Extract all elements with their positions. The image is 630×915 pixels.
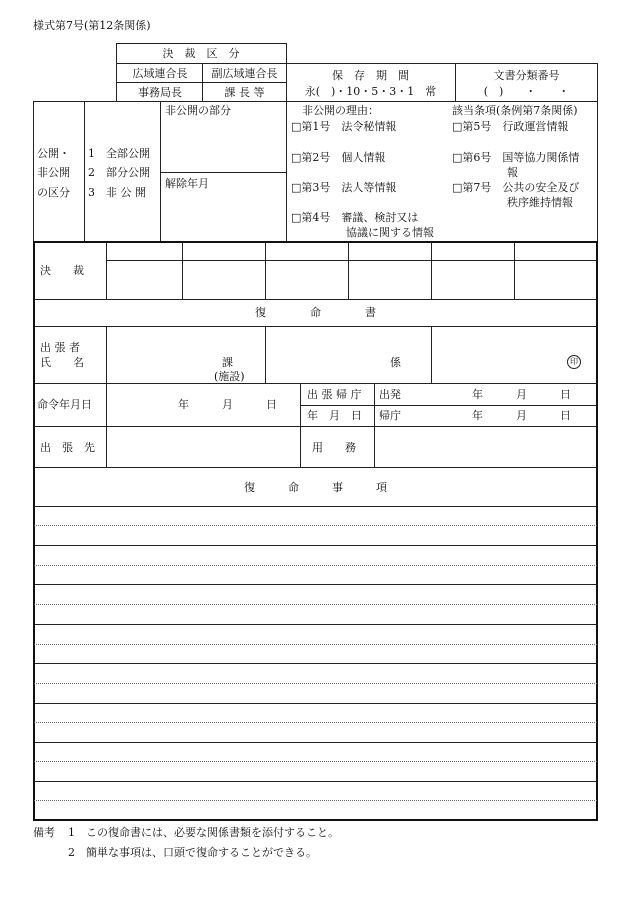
clause-6b: 報: [507, 166, 518, 179]
disclosure-option-none: 3 非 公 開: [88, 186, 146, 199]
nondisclosed-part-label: 非公開の部分: [165, 104, 231, 117]
unit-label: 係: [390, 356, 401, 369]
note-2: 2 簡単な事項は、口頭で復命することができる。: [68, 846, 317, 859]
reason-4b: 協議に関する情報: [346, 226, 434, 239]
trip-return-ymd: 年 月 日: [307, 409, 362, 422]
reason-2: □第2号 個人情報: [291, 151, 386, 164]
section-label: 課: [222, 356, 233, 369]
reason-4a: □第4号 審議、検討又は: [291, 211, 419, 224]
traveler-label-line1: 出 張 者: [40, 341, 80, 354]
return-date: 年 月 日: [472, 409, 571, 422]
disclosure-label-line1: 公開・: [37, 147, 70, 160]
decision-category-header: 決 裁 区 分: [162, 47, 240, 60]
departure-label: 出発: [379, 388, 401, 401]
trip-return-label: 出 張 帰 庁: [307, 388, 362, 401]
approval-label: 決 裁: [40, 264, 84, 277]
disclosure-label-line3: の区分: [37, 186, 70, 199]
clause-5: □第5号 行政運営情報: [452, 120, 569, 133]
disclosure-option-full: 1 全部公開: [88, 147, 150, 160]
decision-deputy-chief: 副広域連合長: [211, 67, 278, 80]
reason-3: □第3号 法人等情報: [291, 181, 397, 194]
disclosure-label-line2: 非公開: [37, 166, 70, 179]
note-1: 1 この復命書には、必要な関係書類を添付すること。: [68, 826, 339, 839]
decision-wide-area-chief: 広域連合長: [132, 67, 188, 80]
clause-7a: □第7号 公共の安全及び: [452, 181, 580, 194]
departure-date: 年 月 日: [472, 388, 571, 401]
purpose-label: 用 務: [312, 441, 356, 454]
traveler-label-line2: 氏 名: [40, 356, 84, 369]
facility-label: (施設): [214, 370, 245, 383]
clause-7b: 秩序維持情報: [507, 196, 573, 209]
reasons-header: 非公開の理由：: [302, 104, 379, 117]
form-title: 様式第7号(第12条関係): [33, 19, 151, 32]
release-date-label: 解除年月: [165, 177, 209, 190]
report-items-title: 復 命 事 項: [244, 481, 387, 494]
decision-section-chief: 課 長 等: [224, 86, 265, 99]
destination-label: 出 張 先: [40, 441, 95, 454]
retention-header: 保 存 期 間: [332, 69, 409, 82]
reason-1: □第1号 法令秘情報: [291, 120, 397, 133]
doc-class-header: 文書分類番号: [493, 69, 560, 82]
report-title: 復 命 書: [255, 306, 376, 319]
clause-6a: □第6号 国等協力関係情: [452, 151, 580, 164]
return-label: 帰庁: [379, 409, 401, 422]
order-date-label: 命令年月日: [37, 398, 92, 411]
decision-bureau-director: 事務局長: [138, 86, 182, 99]
disclosure-option-partial: 2 部分公開: [88, 166, 150, 179]
retention-value: 永( )・10・5・3・1 常: [304, 85, 437, 98]
doc-class-value: ( ) ・ ・: [483, 85, 570, 98]
clause-header: 該当条項(条例第7条関係): [452, 104, 578, 117]
notes-label: 備考: [33, 826, 55, 839]
order-date-value: 年 月 日: [178, 398, 277, 411]
seal-mark: 印: [567, 355, 581, 369]
